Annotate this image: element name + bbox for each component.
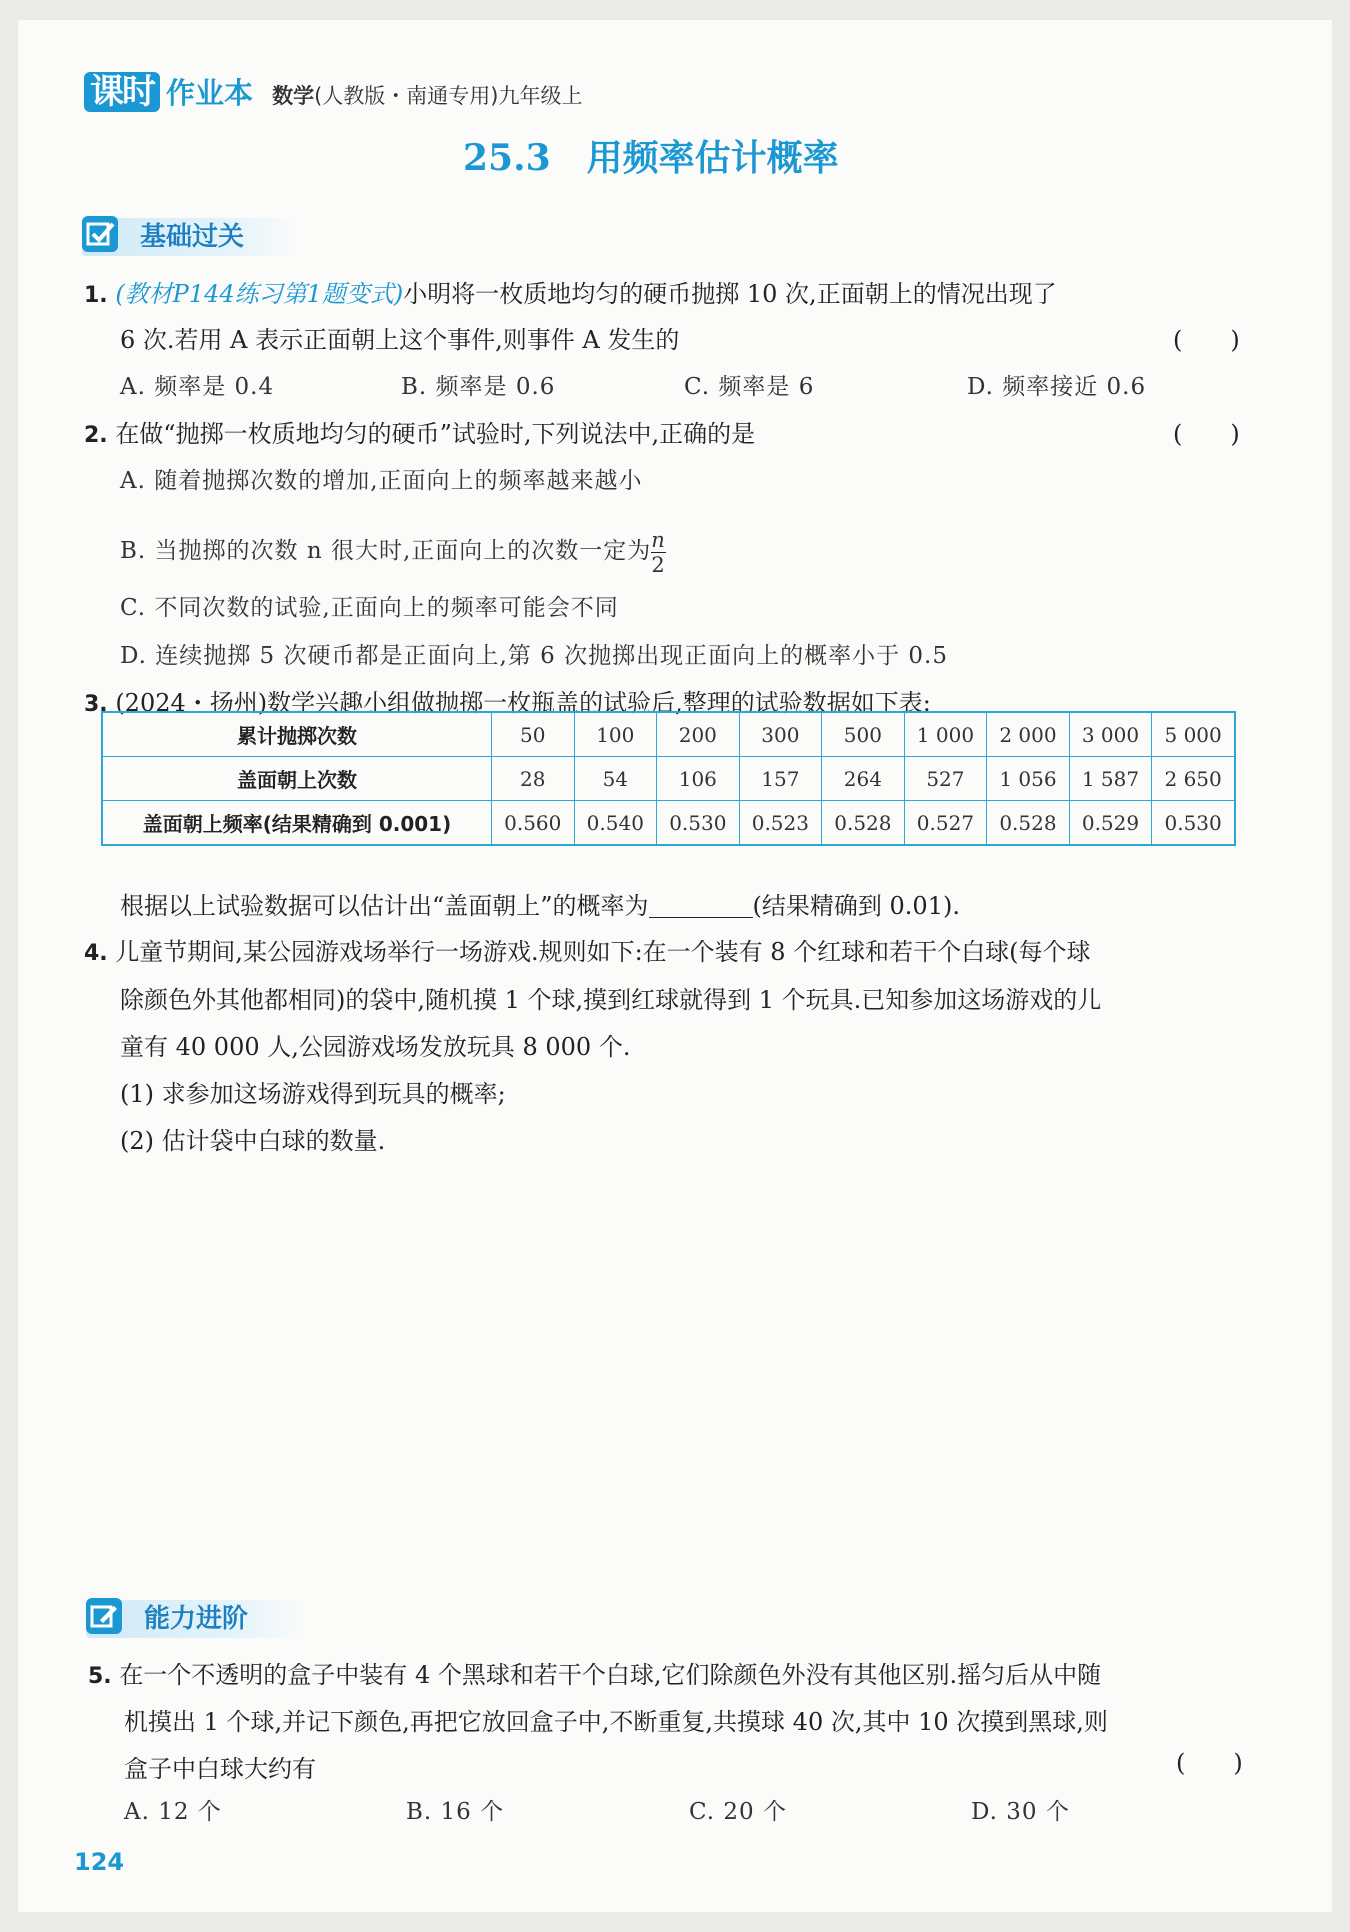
question-1-line1: 1. (教材P144练习第1题变式)小明将一枚质地均匀的硬币抛掷 10 次,正面朝上的情况出现了	[84, 280, 1057, 308]
row-header: 累计抛掷次数	[102, 712, 492, 757]
q2-option-b: B. 当抛掷的次数 n 很大时,正面向上的次数一定为 $\frac{n}{2}$	[120, 528, 666, 577]
fraction-n-over-2: $\frac{n}{2}$	[651, 528, 666, 577]
q1-option-a: A. 频率是 0.4	[120, 374, 275, 400]
table-cell: 200	[657, 712, 740, 757]
question-4-line3: 童有 40 000 人,公园游戏场发放玩具 8 000 个.	[120, 1033, 631, 1061]
q5-option-d: D. 30 个	[971, 1799, 1070, 1825]
table-cell: 28	[492, 757, 575, 801]
table-cell: 264	[822, 757, 905, 801]
answer-paren-2: ( )	[1173, 420, 1240, 448]
book-subtitle: 数学(人教版・南通专用)九年级上	[272, 84, 583, 108]
table-cell: 0.527	[904, 801, 987, 846]
question-5-line2: 机摸出 1 个球,并记下颜色,再把它放回盒子中,不断重复,共摸球 40 次,其中 10 次摸到黑球,则	[124, 1708, 1108, 1736]
logo-text: 作业本	[166, 76, 254, 110]
table-cell: 1 587	[1069, 757, 1152, 801]
q5-option-b: B. 16 个	[406, 1799, 505, 1825]
table-cell: 2 650	[1152, 757, 1235, 801]
question-1-line2: 6 次.若用 A 表示正面朝上这个事件,则事件 A 发生的	[120, 326, 680, 354]
q1-option-b: B. 频率是 0.6	[401, 374, 556, 400]
row-header: 盖面朝上次数	[102, 757, 492, 801]
question-3-blank-line: 根据以上试验数据可以估计出“盖面朝上”的概率为 (结果精确到 0.01).	[120, 892, 960, 920]
table-cell: 100	[574, 712, 657, 757]
table-cell: 0.530	[657, 801, 740, 846]
question-4-sub1: (1) 求参加这场游戏得到玩具的概率;	[120, 1080, 506, 1108]
question-5-line3: 盒子中白球大约有	[124, 1755, 316, 1783]
table-cell: 527	[904, 757, 987, 801]
edit-icon	[86, 1598, 122, 1634]
q1-option-c: C. 频率是 6	[684, 374, 815, 400]
header	[84, 71, 583, 113]
section-title: 25.3 用频率估计概率	[463, 137, 839, 179]
table-cell: 0.523	[739, 801, 822, 846]
table-cell: 0.540	[574, 801, 657, 846]
table-cell: 157	[739, 757, 822, 801]
row-cap-up-count	[102, 757, 1235, 801]
table-cell: 0.530	[1152, 801, 1235, 846]
answer-paren-1: ( )	[1173, 326, 1240, 354]
check-icon	[82, 216, 118, 252]
table-cell: 0.528	[822, 801, 905, 846]
badge-advanced-label: 能力进阶	[86, 1600, 304, 1638]
answer-blank	[649, 891, 753, 918]
q1-option-d: D. 频率接近 0.6	[967, 374, 1147, 400]
table-cell: 2 000	[987, 712, 1070, 757]
table-cell: 50	[492, 712, 575, 757]
row-cap-up-frequency	[102, 801, 1235, 846]
badge-basic-label: 基础过关	[82, 218, 300, 256]
table-cell: 0.560	[492, 801, 575, 846]
row-total-throws	[102, 712, 1235, 757]
question-5-line1: 5. 在一个不透明的盒子中装有 4 个黑球和若干个白球,它们除颜色外没有其他区别.摇匀后从中随	[88, 1661, 1102, 1689]
q5-option-a: A. 12 个	[124, 1799, 222, 1825]
table-cell: 5 000	[1152, 712, 1235, 757]
q5-option-c: C. 20 个	[689, 1799, 787, 1825]
q2-option-c: C. 不同次数的试验,正面向上的频率可能会不同	[120, 595, 619, 621]
table-cell: 0.529	[1069, 801, 1152, 846]
page-number: 124	[74, 1848, 125, 1876]
question-4-line1: 4. 儿童节期间,某公园游戏场举行一场游戏.规则如下:在一个装有 8 个红球和若干个白球(每个球	[84, 938, 1091, 966]
q2-option-a: A. 随着抛掷次数的增加,正面向上的频率越来越小	[120, 468, 643, 494]
row-header: 盖面朝上频率(结果精确到 0.001)	[102, 801, 492, 846]
question-4-line2: 除颜色外其他都相同)的袋中,随机摸 1 个球,摸到红球就得到 1 个玩具.已知参加这场游戏的儿	[120, 986, 1102, 1014]
table-cell: 1 000	[904, 712, 987, 757]
logo-mark: 课时	[84, 72, 160, 112]
table-cell: 106	[657, 757, 740, 801]
question-4-sub2: (2) 估计袋中白球的数量.	[120, 1127, 386, 1155]
question-1-source: (教材P144练习第1题变式)	[115, 280, 404, 308]
table-cell: 54	[574, 757, 657, 801]
table-cell: 500	[822, 712, 905, 757]
table-cell: 300	[739, 712, 822, 757]
data-table	[101, 711, 1236, 846]
table-cell: 1 056	[987, 757, 1070, 801]
question-3-stem: 3. (2024・扬州)数学兴趣小组做抛掷一枚瓶盖的试验后,整理的试验数据如下表:	[84, 689, 931, 717]
table-cell: 3 000	[1069, 712, 1152, 757]
q2-option-d: D. 连续抛掷 5 次硬币都是正面向上,第 6 次抛掷出现正面向上的概率小于 0.5	[120, 643, 948, 669]
table-cell: 0.528	[987, 801, 1070, 846]
answer-paren-5: ( )	[1176, 1749, 1243, 1777]
question-2-stem: 2. 在做“抛掷一枚质地均匀的硬币”试验时,下列说法中,正确的是	[84, 420, 756, 448]
